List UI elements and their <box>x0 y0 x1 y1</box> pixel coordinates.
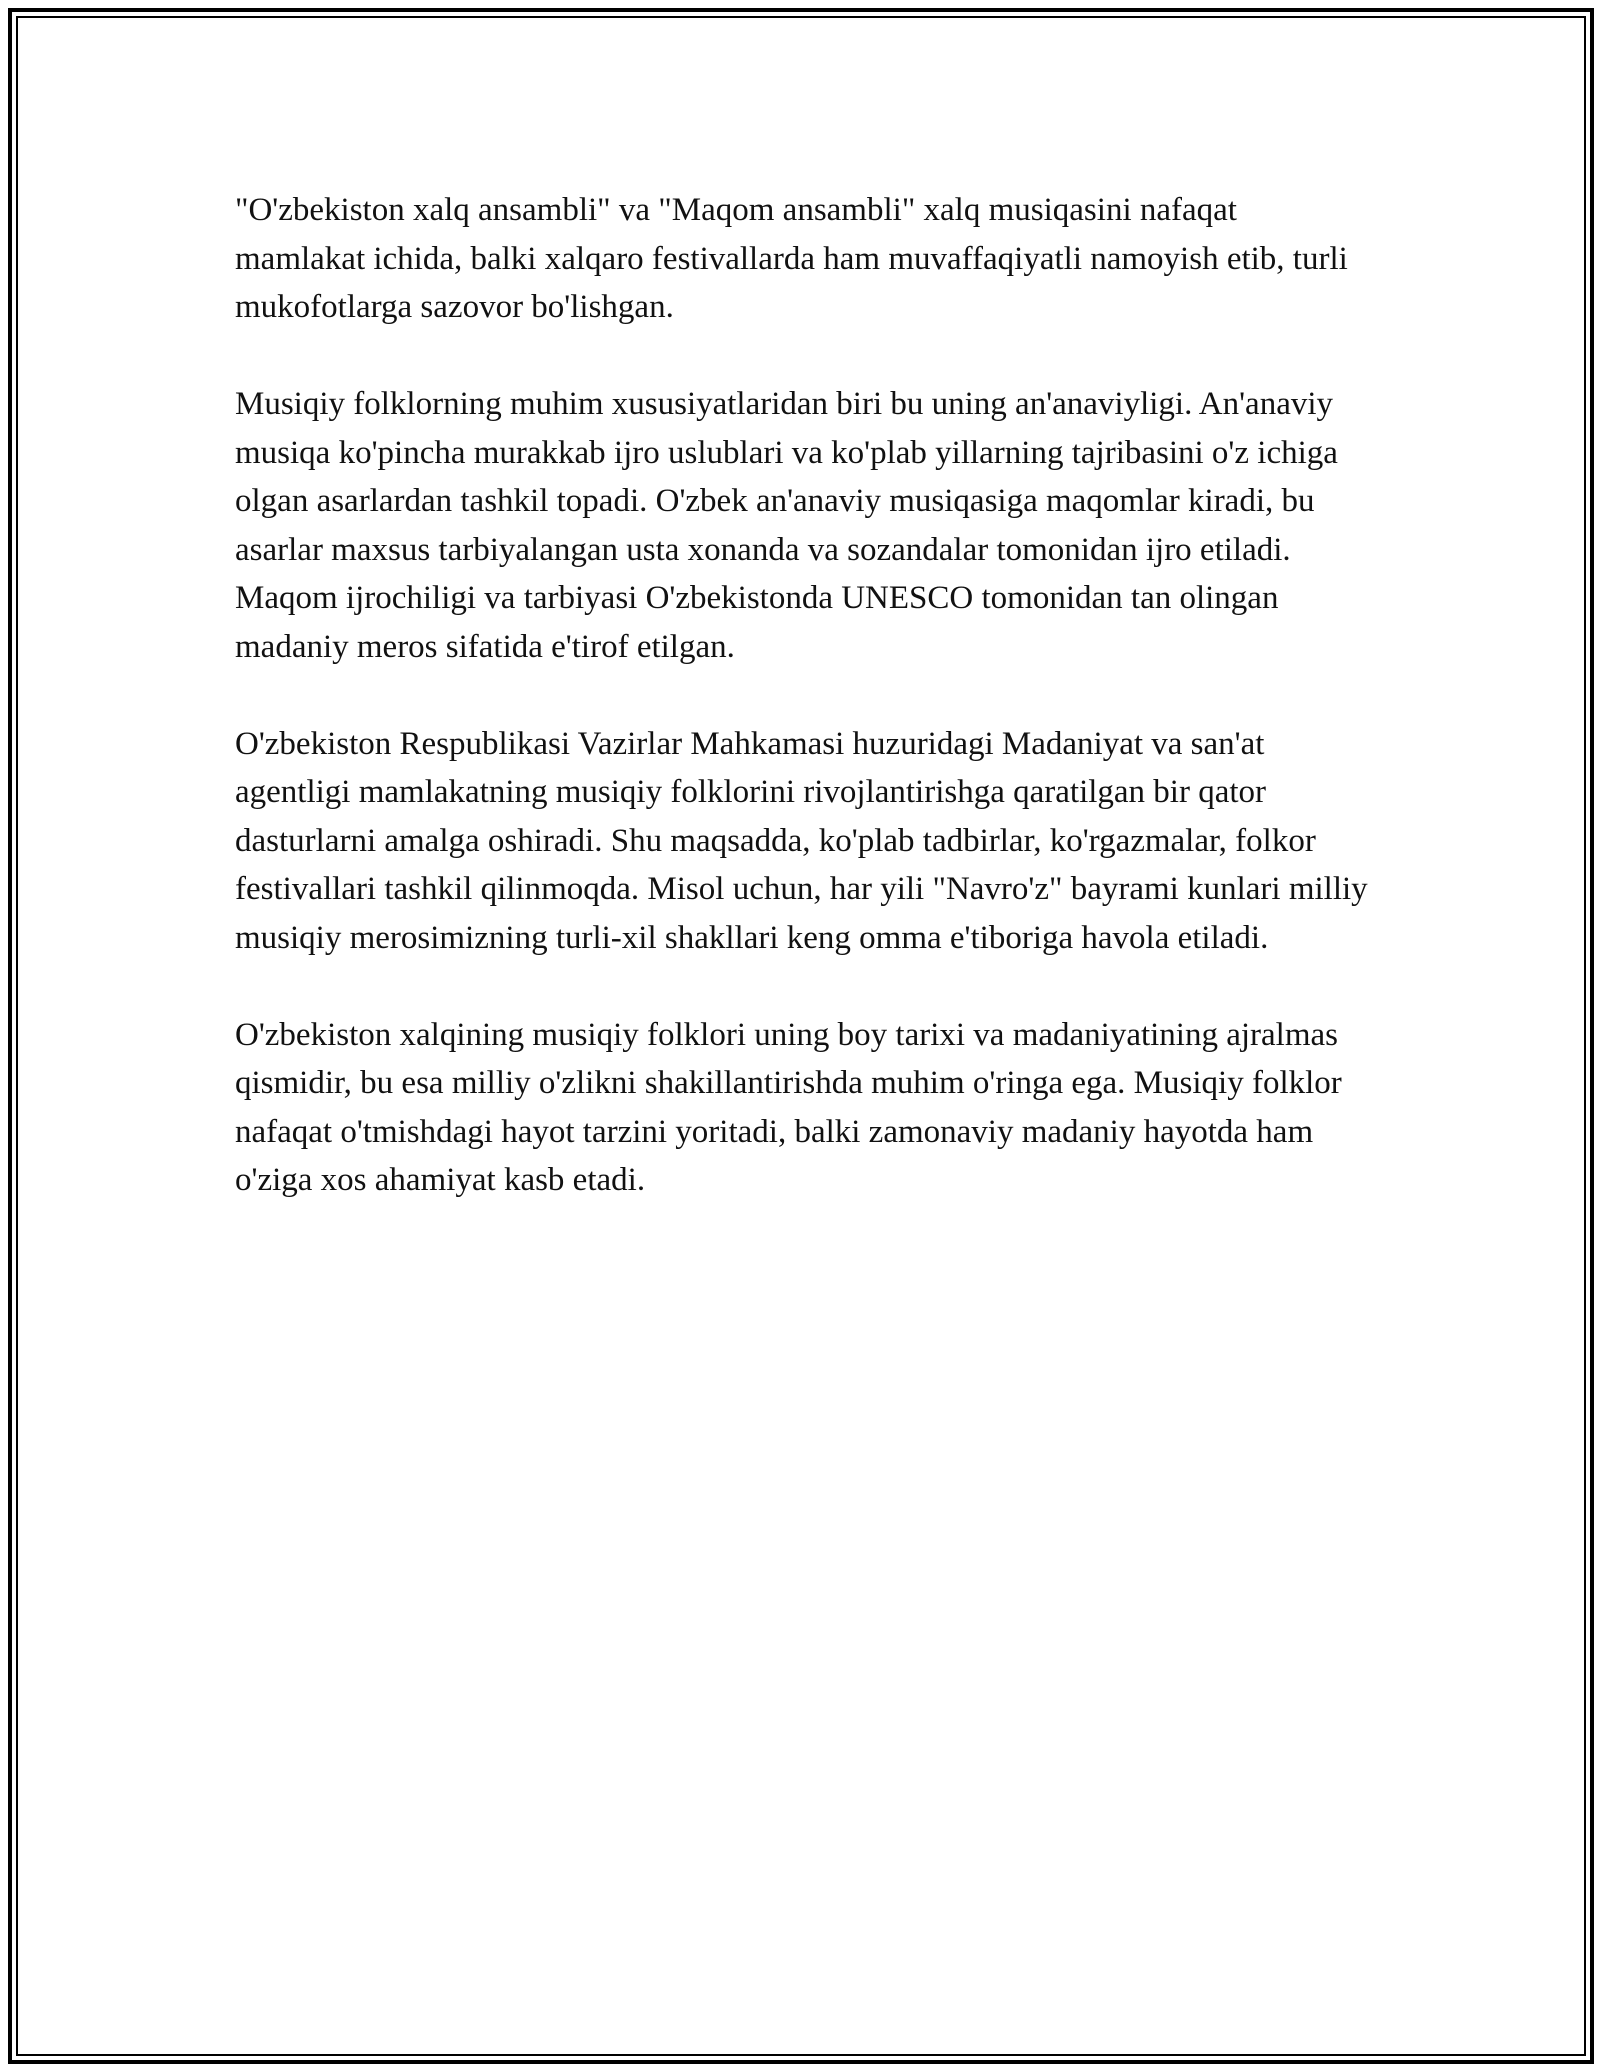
paragraph-1: "O'zbekiston xalq ansambli" va "Maqom ansambli" xalq musiqasini nafaqat mamlakat ichida, balki xalqaro festivallarda ham muvaffaqiyatli namoyish etib, turli mukofotlarga sazovor bo'lishgan. <box>235 192 1348 325</box>
paragraph-3: O'zbekiston Respublikasi Vazirlar Mahkamasi huzuridagi Madaniyat va san'at agentligi mamlakatning musiqiy folklorini rivojlantirishga qaratilgan bir qator dasturlarni amalga oshiradi. Shu maqsadda, ko'plab tadbirlar, ko'rgazmalar, folkor festivallari tashkil qilinmoqda. Misol uchun, har yili "Navro'z" bayrami kunlari milliy musiqiy merosimizning turli-xil shakllari keng omma e'tiboriga havola etiladi. <box>235 725 1368 956</box>
paragraph-4: O'zbekiston xalqining musiqiy folklori uning boy tarixi va madaniyatining ajralmas qismidir, bu esa milliy o'zlikni shakillantirishda muhim o'ringa ega. Musiqiy folklor nafaqat o'tmishdagi hayot tarzini yoritadi, balki zamonaviy madaniy hayotda ham o'ziga xos ahamiyat kasb etadi. <box>235 1016 1342 1198</box>
document-body <box>235 186 1370 1253</box>
paragraph-2: Musiqiy folklorning muhim xususiyatlaridan biri bu uning an'anaviyligi. An'anaviy musiqa ko'pincha murakkab ijro uslublari va ko'plab yillarning tajribasini o'z ichiga olgan asarlardan tashkil topadi. O'zbek an'anaviy musiqasiga maqomlar kiradi, bu asarlar maxsus tarbiyalangan usta xonanda va sozandalar tomonidan ijro etiladi. Maqom ijrochiligi va tarbiyasi O'zbekistonda UNESCO tomonidan tan olingan madaniy meros sifatida e'tirof etilgan. <box>235 386 1338 665</box>
